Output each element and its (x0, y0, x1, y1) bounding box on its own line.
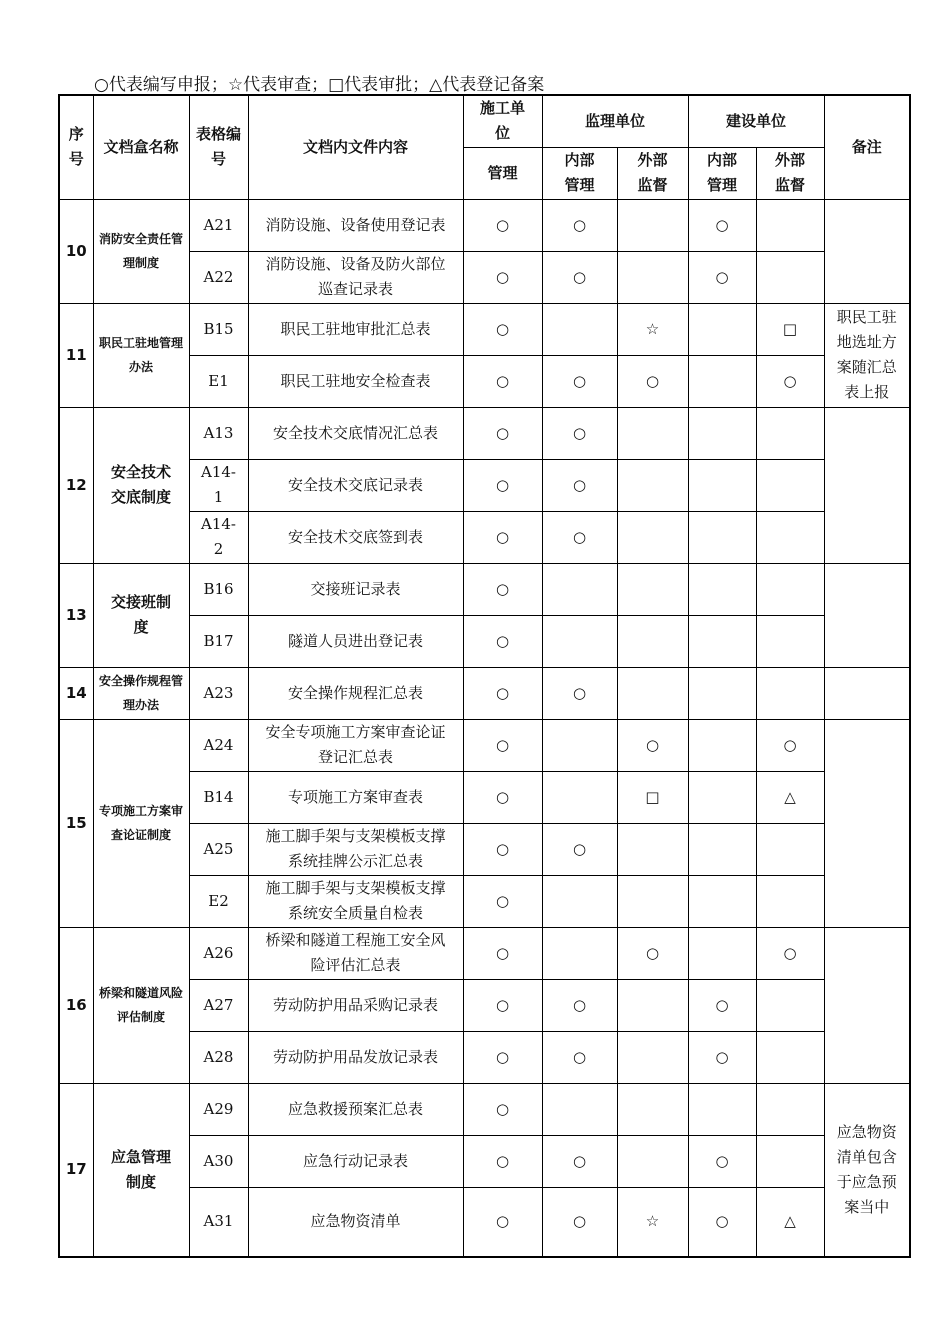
mark-supervision-internal (542, 719, 617, 771)
file-content: 消防设施、设备及防火部位巡查记录表 (248, 251, 463, 303)
file-content: 施工脚手架与支架模板支撑系统安全质量自检表 (248, 875, 463, 927)
mark-construction-management: ○ (463, 251, 542, 303)
mark-supervision-internal (542, 875, 617, 927)
mark-owner-internal: ○ (688, 1187, 756, 1257)
mark-supervision-external (617, 823, 688, 875)
file-content: 交接班记录表 (248, 563, 463, 615)
group-seq: 11 (59, 303, 93, 407)
mark-owner-internal (688, 771, 756, 823)
mark-construction-management: ○ (463, 303, 542, 355)
mark-owner-external: □ (756, 303, 824, 355)
mark-owner-internal (688, 823, 756, 875)
mark-owner-internal (688, 303, 756, 355)
mark-owner-internal (688, 459, 756, 511)
mark-owner-external: ○ (756, 719, 824, 771)
mark-construction-management: ○ (463, 719, 542, 771)
form-code: A23 (189, 667, 248, 719)
file-content: 劳动防护用品发放记录表 (248, 1031, 463, 1083)
form-code: B14 (189, 771, 248, 823)
file-content: 安全操作规程汇总表 (248, 667, 463, 719)
group-box-name: 桥梁和隧道风险评估制度 (93, 927, 189, 1083)
mark-supervision-internal (542, 1083, 617, 1135)
mark-construction-management: ○ (463, 1135, 542, 1187)
mark-owner-external (756, 615, 824, 667)
mark-owner-internal: ○ (688, 251, 756, 303)
table-row (59, 199, 910, 251)
file-content: 桥梁和隧道工程施工安全风险评估汇总表 (248, 927, 463, 979)
mark-owner-internal: ○ (688, 1031, 756, 1083)
table-row (59, 927, 910, 979)
mark-supervision-external (617, 1135, 688, 1187)
mark-owner-external (756, 823, 824, 875)
file-content: 安全专项施工方案审查论证登记汇总表 (248, 719, 463, 771)
file-content: 应急物资清单 (248, 1187, 463, 1257)
mark-supervision-internal: ○ (542, 355, 617, 407)
table-row (59, 563, 910, 615)
form-code: A14-1 (189, 459, 248, 511)
file-content: 安全技术交底情况汇总表 (248, 407, 463, 459)
form-code: A25 (189, 823, 248, 875)
mark-supervision-external: ○ (617, 927, 688, 979)
mark-owner-external: ○ (756, 355, 824, 407)
group-remark (824, 927, 910, 1083)
mark-owner-external (756, 667, 824, 719)
mark-supervision-internal (542, 563, 617, 615)
mark-owner-external (756, 563, 824, 615)
file-content: 劳动防护用品采购记录表 (248, 979, 463, 1031)
header-owner-internal: 内部管理 (688, 147, 756, 199)
mark-owner-internal (688, 667, 756, 719)
mark-supervision-external (617, 1031, 688, 1083)
group-box-name: 消防安全责任管理制度 (93, 199, 189, 303)
mark-supervision-internal (542, 927, 617, 979)
mark-construction-management: ○ (463, 1031, 542, 1083)
form-code: A28 (189, 1031, 248, 1083)
group-remark (824, 719, 910, 927)
mark-supervision-external (617, 251, 688, 303)
mark-owner-internal (688, 615, 756, 667)
mark-supervision-external (617, 407, 688, 459)
group-box-name: 安全技术交底制度 (93, 407, 189, 563)
table-row (59, 719, 910, 771)
header-supervision-unit: 监理单位 (542, 95, 688, 147)
mark-supervision-external (617, 199, 688, 251)
form-code: A29 (189, 1083, 248, 1135)
group-remark (824, 199, 910, 303)
group-remark (824, 563, 910, 667)
mark-owner-internal (688, 563, 756, 615)
mark-supervision-internal (542, 303, 617, 355)
mark-construction-management: ○ (463, 1187, 542, 1257)
mark-supervision-internal: ○ (542, 511, 617, 563)
mark-supervision-internal: ○ (542, 407, 617, 459)
mark-construction-management: ○ (463, 1083, 542, 1135)
header-content: 文档内文件内容 (248, 95, 463, 199)
mark-construction-management: ○ (463, 771, 542, 823)
header-construction-unit: 施工单位 (463, 95, 542, 147)
group-seq: 14 (59, 667, 93, 719)
mark-owner-external (756, 251, 824, 303)
mark-owner-external: △ (756, 771, 824, 823)
mark-supervision-internal: ○ (542, 1187, 617, 1257)
form-code: A30 (189, 1135, 248, 1187)
group-box-name: 交接班制度 (93, 563, 189, 667)
mark-owner-internal (688, 927, 756, 979)
mark-owner-external (756, 1083, 824, 1135)
header-box: 文档盒名称 (93, 95, 189, 199)
mark-owner-external (756, 1135, 824, 1187)
file-content: 职民工驻地安全检查表 (248, 355, 463, 407)
group-seq: 12 (59, 407, 93, 563)
header-owner-unit: 建设单位 (688, 95, 824, 147)
mark-supervision-internal: ○ (542, 667, 617, 719)
form-code: A14-2 (189, 511, 248, 563)
mark-supervision-external: ☆ (617, 303, 688, 355)
header-seq: 序号 (59, 95, 93, 199)
header-construction-management: 管理 (463, 147, 542, 199)
mark-construction-management: ○ (463, 979, 542, 1031)
file-content: 施工脚手架与支架模板支撑系统挂牌公示汇总表 (248, 823, 463, 875)
mark-owner-external (756, 199, 824, 251)
file-content: 专项施工方案审查表 (248, 771, 463, 823)
mark-supervision-external (617, 1083, 688, 1135)
header-code: 表格编号 (189, 95, 248, 199)
mark-supervision-external: ☆ (617, 1187, 688, 1257)
mark-owner-internal: ○ (688, 979, 756, 1031)
mark-owner-internal (688, 355, 756, 407)
mark-supervision-internal: ○ (542, 823, 617, 875)
table-row (59, 1083, 910, 1135)
mark-supervision-internal: ○ (542, 251, 617, 303)
file-content: 安全技术交底记录表 (248, 459, 463, 511)
table-body (59, 95, 910, 1257)
file-content: 应急救援预案汇总表 (248, 1083, 463, 1135)
mark-owner-external (756, 407, 824, 459)
mark-supervision-external: □ (617, 771, 688, 823)
header-supervision-external: 外部监督 (617, 147, 688, 199)
header-owner-external: 外部监督 (756, 147, 824, 199)
mark-construction-management: ○ (463, 875, 542, 927)
form-code: B17 (189, 615, 248, 667)
file-content: 应急行动记录表 (248, 1135, 463, 1187)
mark-supervision-external (617, 615, 688, 667)
mark-construction-management: ○ (463, 927, 542, 979)
group-remark: 应急物资清单包含于应急预案当中 (824, 1083, 910, 1257)
mark-construction-management: ○ (463, 199, 542, 251)
mark-owner-external (756, 511, 824, 563)
header-supervision-internal: 内部管理 (542, 147, 617, 199)
mark-supervision-internal (542, 771, 617, 823)
mark-supervision-internal: ○ (542, 979, 617, 1031)
group-box-name: 应急管理制度 (93, 1083, 189, 1257)
form-code: A26 (189, 927, 248, 979)
mark-owner-internal: ○ (688, 199, 756, 251)
mark-supervision-external (617, 563, 688, 615)
mark-owner-external: ○ (756, 927, 824, 979)
header-remark: 备注 (824, 95, 910, 199)
mark-supervision-external (617, 511, 688, 563)
mark-owner-external (756, 459, 824, 511)
group-seq: 10 (59, 199, 93, 303)
mark-supervision-external (617, 875, 688, 927)
mark-construction-management: ○ (463, 563, 542, 615)
group-box-name: 专项施工方案审查论证制度 (93, 719, 189, 927)
file-content: 职民工驻地审批汇总表 (248, 303, 463, 355)
mark-supervision-external: ○ (617, 355, 688, 407)
group-seq: 17 (59, 1083, 93, 1257)
table-row (59, 667, 910, 719)
mark-construction-management: ○ (463, 459, 542, 511)
group-seq: 16 (59, 927, 93, 1083)
group-remark: 职民工驻地选址方案随汇总表上报 (824, 303, 910, 407)
mark-owner-internal (688, 511, 756, 563)
form-code: E1 (189, 355, 248, 407)
form-code: A24 (189, 719, 248, 771)
mark-construction-management: ○ (463, 667, 542, 719)
file-content: 消防设施、设备使用登记表 (248, 199, 463, 251)
group-remark (824, 407, 910, 563)
form-code: A13 (189, 407, 248, 459)
form-code: A31 (189, 1187, 248, 1257)
group-remark (824, 667, 910, 719)
table-row (59, 407, 910, 459)
group-seq: 13 (59, 563, 93, 667)
mark-construction-management: ○ (463, 823, 542, 875)
mark-supervision-internal: ○ (542, 1031, 617, 1083)
group-box-name: 职民工驻地管理办法 (93, 303, 189, 407)
table-row (59, 303, 910, 355)
mark-supervision-external (617, 459, 688, 511)
mark-supervision-external: ○ (617, 719, 688, 771)
form-code: A22 (189, 251, 248, 303)
mark-owner-internal (688, 1083, 756, 1135)
mark-construction-management: ○ (463, 355, 542, 407)
mark-supervision-external (617, 979, 688, 1031)
document-table (58, 94, 911, 1258)
group-seq: 15 (59, 719, 93, 927)
mark-owner-external (756, 875, 824, 927)
form-code: B16 (189, 563, 248, 615)
mark-owner-internal (688, 875, 756, 927)
mark-construction-management: ○ (463, 615, 542, 667)
group-box-name: 安全操作规程管理办法 (93, 667, 189, 719)
mark-supervision-internal: ○ (542, 199, 617, 251)
mark-supervision-external (617, 667, 688, 719)
mark-supervision-internal: ○ (542, 459, 617, 511)
form-code: A27 (189, 979, 248, 1031)
form-code: B15 (189, 303, 248, 355)
mark-owner-internal: ○ (688, 1135, 756, 1187)
mark-construction-management: ○ (463, 407, 542, 459)
file-content: 隧道人员进出登记表 (248, 615, 463, 667)
header-row-1 (59, 95, 910, 147)
file-content: 安全技术交底签到表 (248, 511, 463, 563)
mark-construction-management: ○ (463, 511, 542, 563)
mark-owner-external (756, 1031, 824, 1083)
mark-supervision-internal: ○ (542, 1135, 617, 1187)
form-code: E2 (189, 875, 248, 927)
mark-owner-external: △ (756, 1187, 824, 1257)
mark-owner-external (756, 979, 824, 1031)
mark-owner-internal (688, 407, 756, 459)
mark-owner-internal (688, 719, 756, 771)
form-code: A21 (189, 199, 248, 251)
legend-text: ○代表编写申报；☆代表审查；□代表审批；△代表登记备案 (94, 75, 545, 95)
mark-supervision-internal (542, 615, 617, 667)
